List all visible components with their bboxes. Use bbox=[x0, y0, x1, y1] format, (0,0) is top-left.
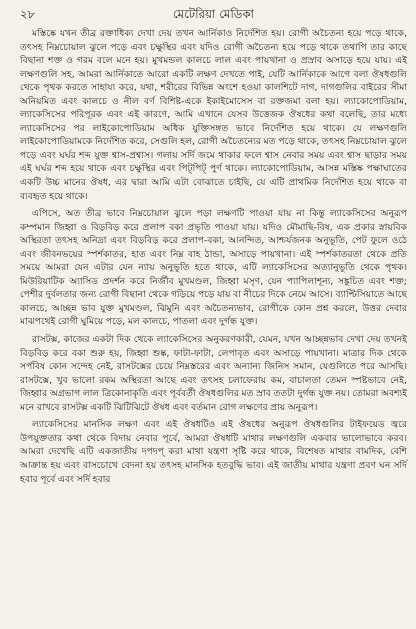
page-header bbox=[20, 6, 407, 24]
running-title: মেটেরিয়া মেডিকা bbox=[172, 7, 255, 21]
paragraph-1: মস্তিষ্কে যখন তীব্র রক্তাধিক্য দেখা দেয় তখন আর্নিকাও নির্দেশিত হয়। রোগী অচৈতন্য হয়ে পড়ে থাকে, তৎসহ নিম্নচোয়াল ঝুলে পড়ে এবং চক্ষুস্থির এবং যদিও রোগী অচৈতন্য হয়ে পড়ে থাকে তথাপি তার কাছে বিছানা শক্ত ও গরম বলে মনে হয়। মুখমন্ডল কালচে লাল এবং পায়খানা ও প্রস্রাব অসাড়ে হয়ে যায়। এই লক্ষণগুলি সহ, আমরা আর্নিকাতে আরো একটি লক্ষণ দেখতে পাই, যেটি আর্নিকাকে আগে বলা ঔষধগুলি থেকে পৃথক করতে সাহায্য করে, যথা, শরীরের বিভিন্ন অংশে হওয়া কালশিটে দাগ, দাগগুলির বাইরের সীমা অনিয়মিত এবং কালচে ও নীল বর্ণ বিশিষ্ট-একে ইকাইমোসেস বা রক্তজমা বলা হয়। ল্যাকোপোডিয়াম, ল্যাকেসিসের পরিপূরক এবং এই কারণে, আমি এখানে যেসব উত্তেজক ঔষধের কথা বলেছি, তার মধ্যে ল্যাকেসিসের পর লাইকোপোডিয়াম অধিক যুক্তিসঙ্গত ভাবে নির্দেশিত হয়ে থাকে। যে লক্ষণগুলি লাইকোপোডিয়ামকে নির্দেশিত করে, সেগুলি হল, রোগী অচৈতন্যের মত পড়ে থাকে, তৎসহ নিম্নচোয়াল ঝুলে পড়ে এবং ঘর্ঘর শব্দ যুক্ত শ্বাস-প্রশ্বাস। গলায় সর্দি জমে থাকার ফলে শ্বাস নেবার সময় এবং শ্বাস ছাড়ার সময় এই ঘর্ঘর শব্দ হয়ে থাকে এবং চক্ষুস্থির এবং পিট্‌পিট্‌ পুর্ণ থাকে। ল্যাকোপোডিয়াম, আসন্ন মস্তিষ্ক পক্ষাঘাতের একটি উচ্চ মানের ঔষধ, এর দ্বারা আমি এটা বোঝাতে চাইছি, যে এটি প্রাথমিক নির্দেশিত হয়ে থাকে বা ব্যবহৃত হয়ে থাকে। bbox=[20, 28, 407, 202]
paragraph-2: এপিসে, অত তীব্র ভাবে নিম্নচোয়াল ঝুলে পড়া লক্ষণটি পাওয়া যায় না কিন্তু ল্যাকেসিসের অনুরূপ কম্পমান জিহ্বা ও বিড়বিড় করে প্রলাপ বকা প্রভৃতি পাওয়া যায়। যদিও মৌমাছি-বিষ, এক প্রকার স্নায়বিক অস্থিরতা তৎসহ অনিদ্রা এবং বিড়বিড় করে প্রলাপ-বকা, আনন্দিত, আশ্চর্যজনক অনুভূতি, পেট ফুলে ওঠে এবং জীবনভয়ের স্পর্শকাতর, হাত এবং নিম্ন বাহ ঠান্ডা, অসাড়ে পায়খানা। এই স্পর্শকাতরতা থেকে প্রতি সময়ে আমরা যেন এটার যেন ন্যায় অনুভূতি হতে থাকে, এটি ল্যাকেসিসের অত্যানুভূতি থেকে পৃথক। মিউরিয়াটিক অ্যাসিড প্রদর্শন করে নির্জীব মুখমণ্ডল, জিহ্বা মসৃণ, যেন প্যাপিলাশূন্য, সঙ্কুচিত এবং শক্ত; পেশীর দুর্বলতার জন্য রোগী বিছানা থেকে গড়িয়ে পড়ে যায় বা নীচের দিকে নেমে আসে। ব্যাপ্টিসিয়াতে আছে কালচে, আচ্ছন্ন ভাব যুক্ত মুখমণ্ডল, ঝিমুনি এবং অচৈতন্যভাব, রোগীকে কোন প্রশ্ন করলে, উত্তর দেবার মাঝপথেই রোগী ঘুমিয়ে পড়ে, মল কালচে, পাতলা এবং দুর্গন্ধ যুক্ত। bbox=[20, 208, 407, 328]
paragraph-4: ল্যাকেসিসের মানসিক লক্ষণ এবং এই ঔষধটিও এই ঔষধের অনুরূপ ঔষধগুলির টাইফয়েড জ্বরে উপযুক্ততার কথা থেকে বিদায় নেবার পূর্বে, আমরা ঔষধটি মাথার লক্ষণগুলি একবার ভালোভাবে করব। আমরা দেখেছি এটি একজাতীয় দপদপ্ করা মাথা যন্ত্রণা সৃষ্টি করে থাকে, বিশেষত মাথার বামদিক, বেশি আক্রান্ত হয় এবং বাসচোখে বেদনা হয় তৎসহ মানসিক হতবুদ্ধি ভাব। এই জাতীয় মাথার যন্ত্রণা প্রবণ ঘন সর্দি হবার পূর্বে এবং সর্দি হবার bbox=[20, 419, 407, 485]
page-number: ২৮ bbox=[20, 7, 36, 21]
paragraph-3: রাসটক্স, কাজের একটা দিক থেকে ল্যাকেসিসের অনুকরণকারী, যেমন, যখন আচ্ছন্নভাব দেখা দেয় তখনই বিড়বিড় করে বকা শুরু হয়, জিহ্বা শুষ্ক, ফাটা-ফাটা, লেপাবৃত এবং অসাড়ে পায়খানা। মাত্রার দিক থেকে সর্পবিষ কোন সন্দেহ নেই, রাসটক্সের চেয়ে নিম্নস্তরের এবং অন্যান্য জিনিস সমান, যেগুলিতে পরে আসছি। রাসটক্সে, খুব ভালো রকম অস্থিরতা আছে এবং তৎসহ চলাফেরায় কম, বাচালতা তেমন স্পষ্টভাবে নেই, জিহ্বার অগ্রভাগ লাল ত্রিকোনাকৃতি এবং পূর্ববর্তী ঔষধগুলির মত স্রাব ততটা দুর্গন্ধ যুক্ত নয়। তোমরা অবশ্যই মনে রাখবে রাসটক্স একটি ঝিটিঝিটে ঔষধ এবং বর্তমান রোগ লক্ষণের প্রায় অনুরূপ। bbox=[20, 334, 407, 413]
